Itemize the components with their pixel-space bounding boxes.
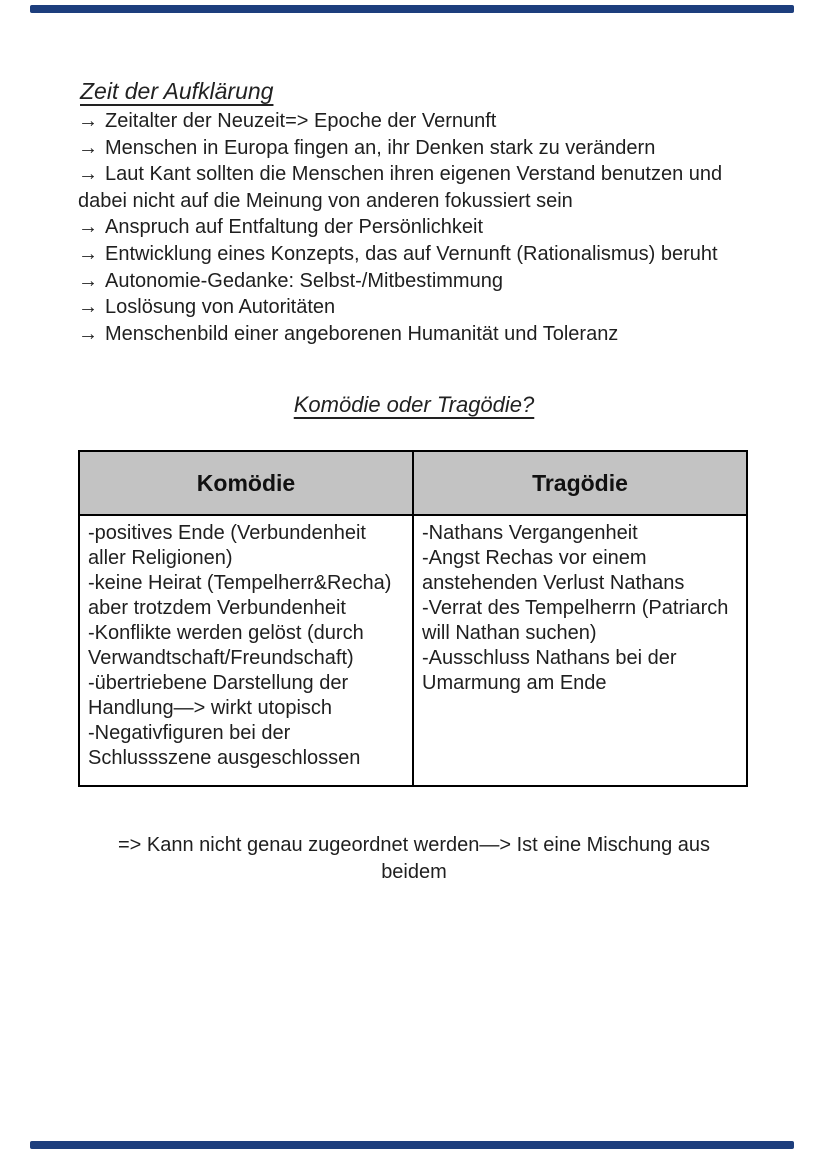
list-item-text: Entwicklung eines Konzepts, das auf Vernunft (Rationalismus) beruht — [105, 242, 718, 265]
table-body-row — [79, 515, 747, 786]
arrow-icon: → — [78, 216, 98, 239]
arrow-icon: → — [78, 110, 98, 132]
section-title-text: Komödie oder Tragödie? — [293, 392, 535, 417]
table-header-row — [79, 451, 747, 515]
tragedy-point: -Nathans Vergangenheit — [422, 522, 638, 544]
list-item-text: Autonomie-Gedanke: Selbst-/Mitbestimmung — [105, 269, 503, 292]
list-item-text: Laut Kant sollten die Menschen ihren eigenen Verstand benutzen und dabei nicht auf die Meinung von anderen fokussiert sein — [78, 163, 723, 212]
list-item — [78, 294, 744, 321]
table-header-tragoedie: Tragödie — [413, 451, 747, 515]
list-item — [78, 214, 744, 241]
arrow-icon: → — [78, 163, 98, 186]
arrow-icon: → — [78, 322, 98, 345]
list-item-text: Loslösung von Autoritäten — [105, 296, 336, 319]
tragoedie-cell — [413, 515, 747, 786]
komoedie-cell — [79, 515, 413, 786]
list-item-text: Zeitalter der Neuzeit=> Epoche der Vernunft — [105, 110, 497, 132]
comedy-tragedy-table — [78, 450, 748, 787]
list-item-text: Menschen in Europa fingen an, ihr Denken stark zu verändern — [105, 136, 656, 159]
enlightenment-bullet-list — [78, 108, 744, 347]
arrow-icon: → — [78, 242, 98, 265]
section-title — [0, 392, 828, 418]
tragedy-point: -Angst Rechas vor einem anstehenden Verlust Nathans — [422, 547, 685, 594]
list-item — [78, 108, 744, 135]
list-item-text: Menschenbild einer angeborenen Humanität und Toleranz — [105, 322, 619, 345]
list-item-text: Anspruch auf Entfaltung der Persönlichkeit — [105, 216, 483, 239]
list-item — [78, 241, 744, 268]
list-item — [78, 321, 744, 348]
comedy-point: -Negativfiguren bei der Schlussszene ausgeschlossen — [88, 722, 361, 769]
list-item — [78, 268, 744, 295]
conclusion-text: => Kann nicht genau zugeordnet werden—> Ist eine Mischung aus beidem — [117, 834, 711, 883]
table-header-komoedie: Komödie — [79, 451, 413, 515]
page-bottom-edge-bar — [30, 1141, 794, 1149]
arrow-icon: → — [78, 296, 98, 319]
comedy-point: -positives Ende (Verbundenheit aller Religionen) — [88, 522, 366, 569]
list-item — [78, 135, 744, 162]
arrow-icon: → — [78, 136, 98, 159]
comedy-point: -übertriebene Darstellung der Handlung—> wirkt utopisch — [88, 672, 349, 719]
tragedy-point: -Ausschluss Nathans bei der Umarmung am Ende — [422, 647, 677, 694]
tragedy-point: -Verrat des Tempelherrn (Patriarch will Nathan suchen) — [422, 597, 729, 644]
list-item — [78, 161, 744, 214]
comedy-point: -Konflikte werden gelöst (durch Verwandtschaft/Freundschaft) — [88, 622, 364, 669]
comedy-point: -keine Heirat (Tempelherr&Recha) aber trotzdem Verbundenheit — [88, 572, 392, 619]
page-title: Zeit der Aufklärung — [80, 78, 274, 104]
page-top-edge-bar — [30, 5, 794, 13]
arrow-icon: → — [78, 269, 98, 292]
